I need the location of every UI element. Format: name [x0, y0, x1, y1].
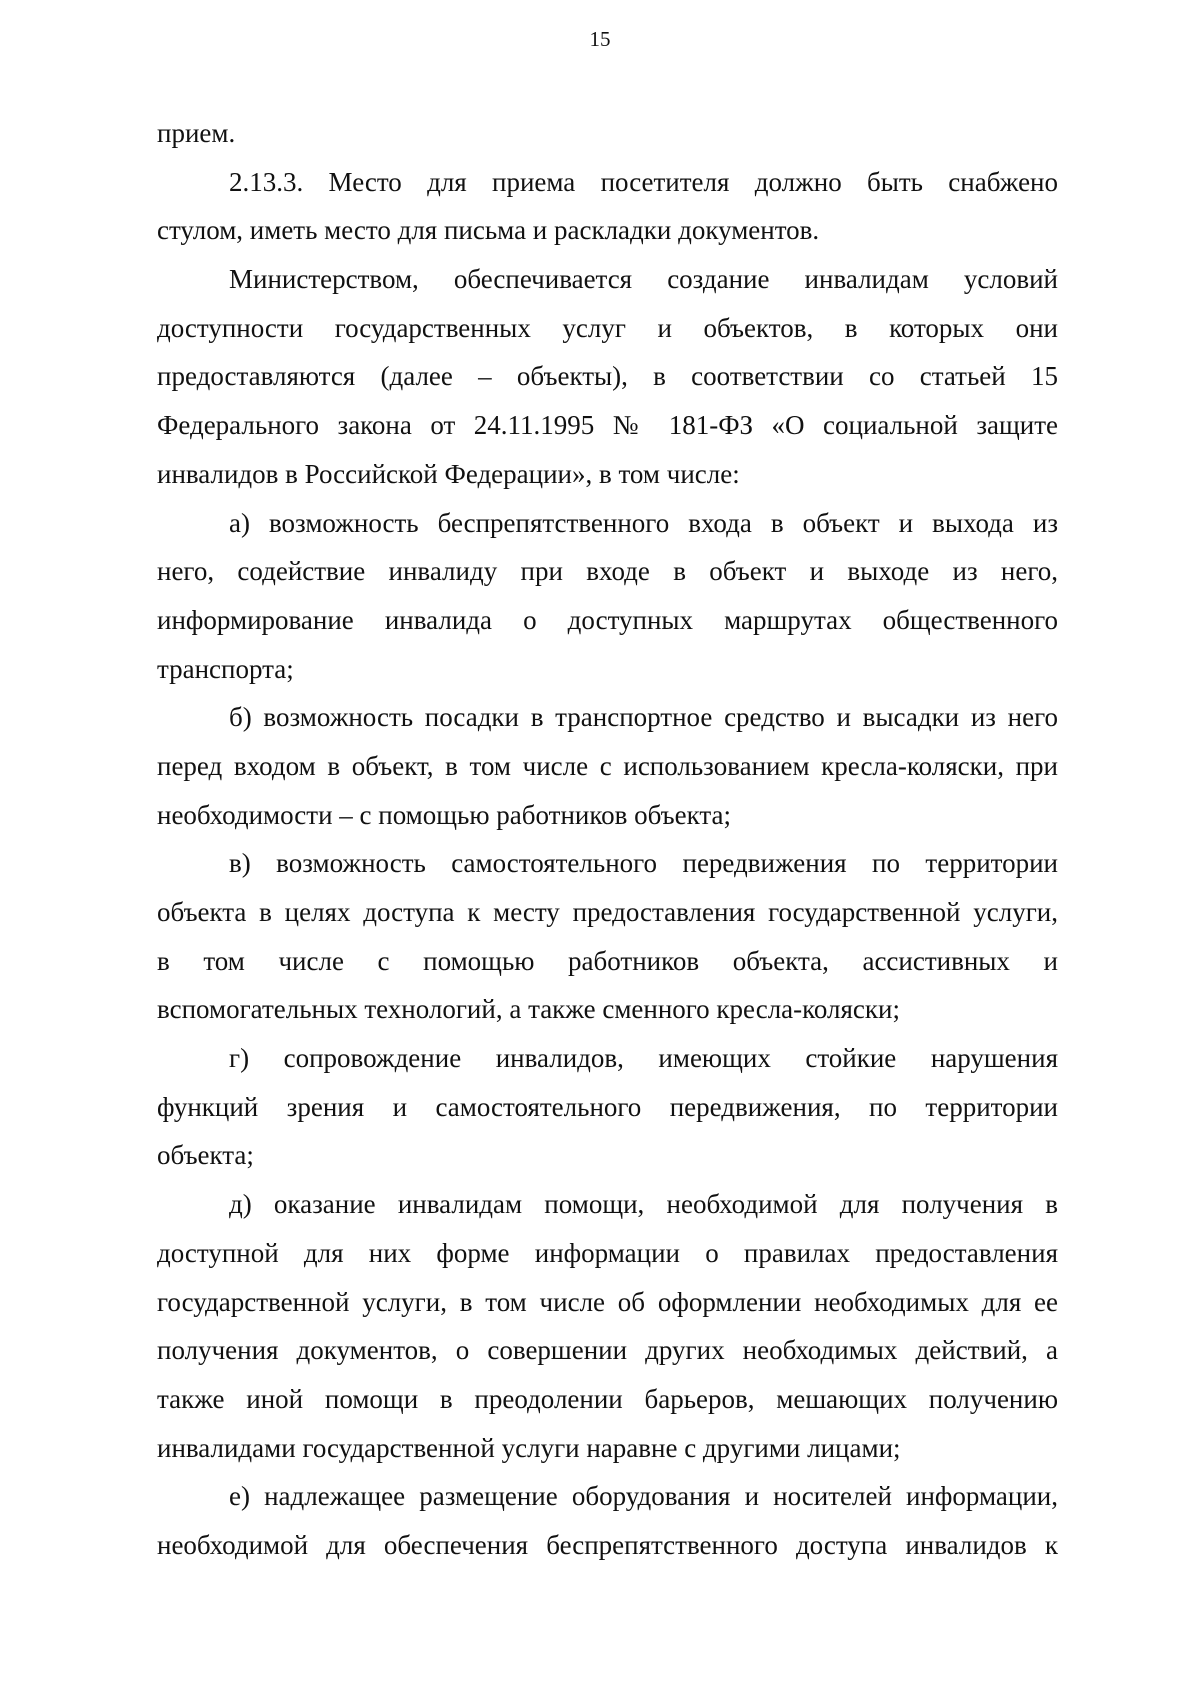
- text-line: е) надлежащее размещение оборудования и носителей информации,: [229, 1481, 1058, 1512]
- text-line: перед входом в объект, в том числе с использованием кресла-коляски, при: [157, 750, 1058, 781]
- text-line: доступной для них форме информации о правилах предоставления: [157, 1237, 1058, 1268]
- text-line: него, содействие инвалиду при входе в объект и выходе из него,: [157, 556, 1058, 587]
- text-line: получения документов, о совершении других необходимых действий, а: [157, 1335, 1058, 1366]
- text-line: Министерством, обеспечивается создание инвалидам условий: [229, 264, 1058, 295]
- text-line: инвалидами государственной услуги наравне с другими лицами;: [157, 1432, 901, 1463]
- text-line: Федерального закона от 24.11.1995 № 181-ФЗ «О социальной защите: [157, 410, 1058, 441]
- text-line: государственной услуги, в том числе об оформлении необходимых для ее: [157, 1286, 1058, 1317]
- text-line: информирование инвалида о доступных маршрутах общественного: [157, 604, 1058, 635]
- document-body: [157, 109, 1058, 1570]
- text-line: объекта;: [157, 1140, 254, 1171]
- text-line: в том числе с помощью работников объекта, ассистивных и: [157, 945, 1058, 976]
- text-line: инвалидов в Российской Федерации», в том числе:: [157, 458, 740, 489]
- text-line: г) сопровождение инвалидов, имеющих стойкие нарушения: [229, 1043, 1058, 1074]
- text-line: в) возможность самостоятельного передвижения по территории: [229, 848, 1058, 879]
- page-number: 15: [589, 27, 611, 51]
- text-line: объекта в целях доступа к месту предоставления государственной услуги,: [157, 897, 1058, 927]
- text-line: а) возможность беспрепятственного входа в объект и выхода из: [229, 507, 1058, 538]
- text-line: также иной помощи в преодолении барьеров, мешающих получению: [157, 1383, 1058, 1414]
- text-line: необходимости – с помощью работников объекта;: [157, 799, 731, 830]
- text-line: транспорта;: [157, 653, 294, 684]
- text-line: б) возможность посадки в транспортное средство и высадки из него: [229, 702, 1058, 733]
- text-line: необходимой для обеспечения беспрепятственного доступа инвалидов к: [157, 1529, 1058, 1560]
- text-line: вспомогательных технологий, а также сменного кресла-коляски;: [157, 994, 900, 1025]
- text-line: д) оказание инвалидам помощи, необходимой для получения в: [229, 1189, 1058, 1220]
- text-line: доступности государственных услуг и объектов, в которых они: [157, 312, 1058, 343]
- text-line: 2.13.3. Место для приема посетителя должно быть снабжено: [229, 166, 1058, 197]
- text-line: функций зрения и самостоятельного передвижения, по территории: [157, 1091, 1058, 1122]
- text-line: стулом, иметь место для письма и раскладки документов.: [157, 215, 820, 246]
- text-line: прием.: [157, 118, 236, 148]
- text-line: предоставляются (далее – объекты), в соответствии со статьей 15: [157, 361, 1058, 392]
